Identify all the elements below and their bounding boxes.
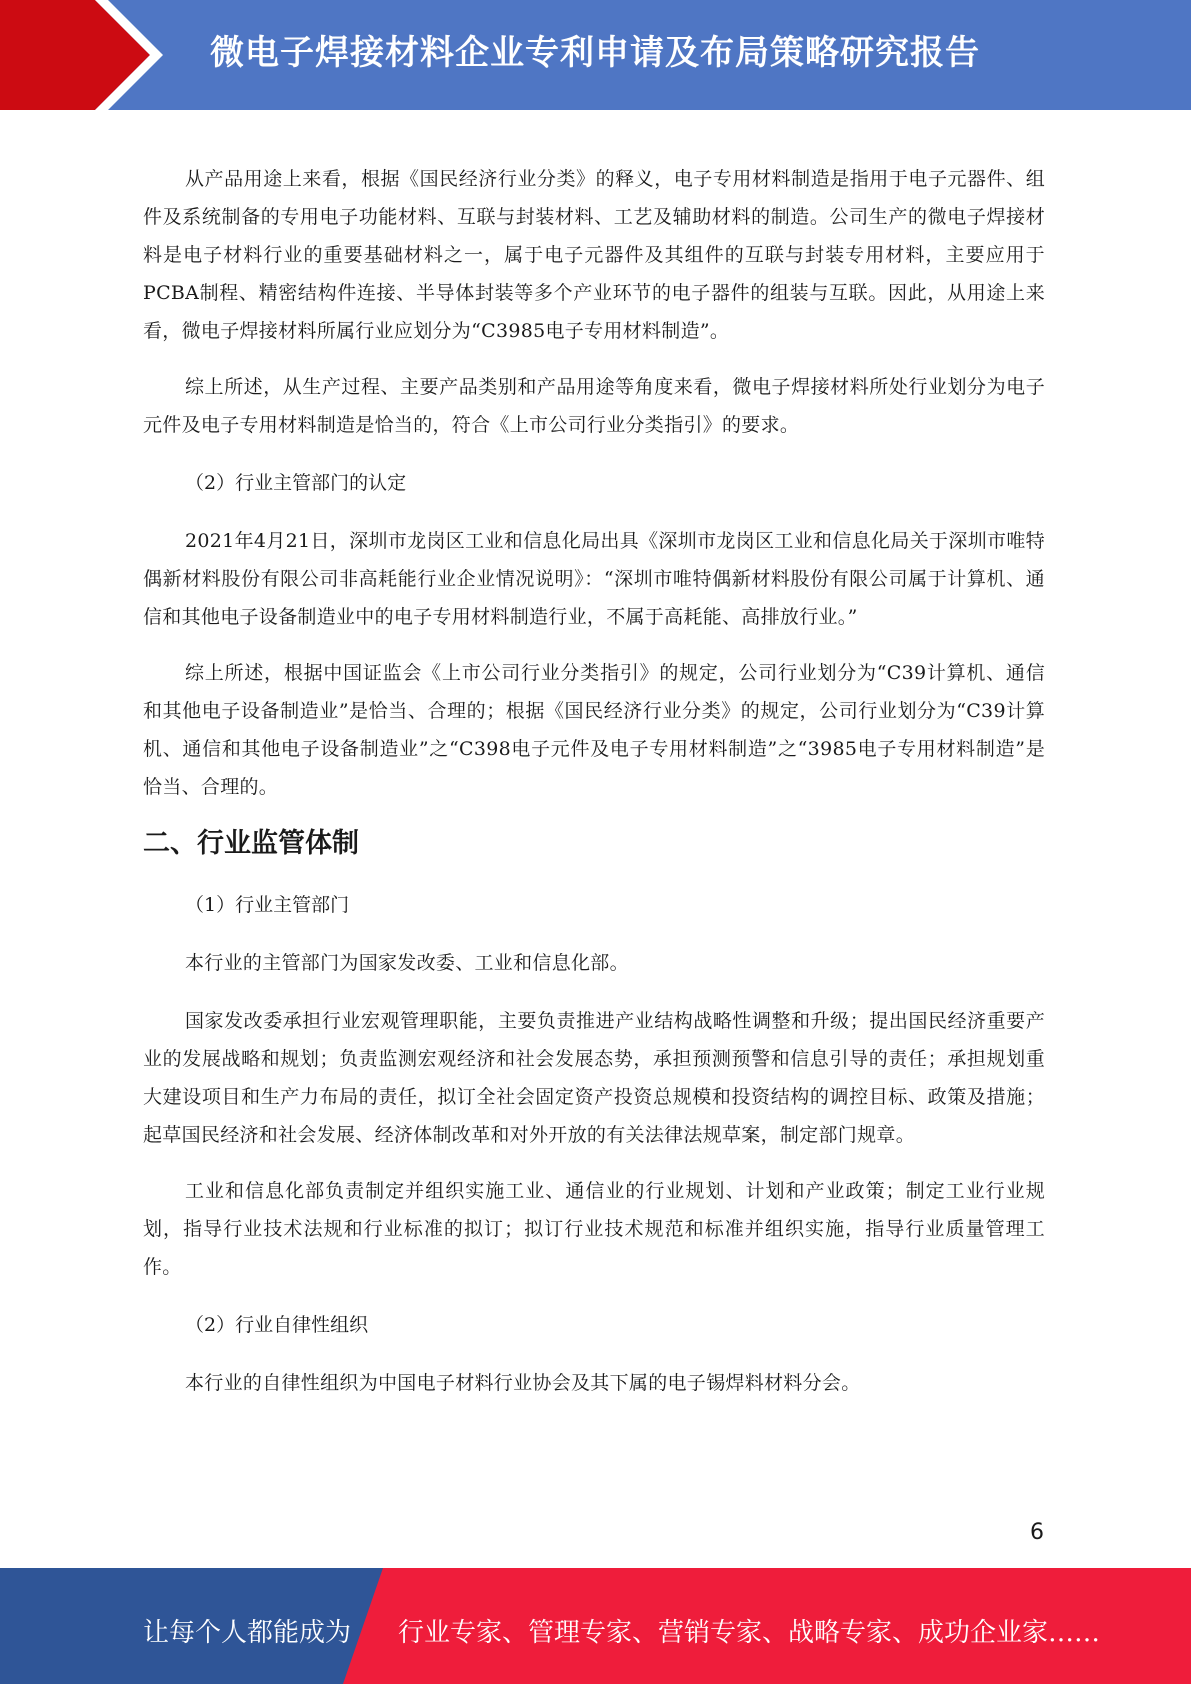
section-heading-regulation: 二、行业监管体制 — [143, 828, 359, 859]
paragraph-authority-statement: 2021年4月21日，深圳市龙岗区工业和信息化局出具《深圳市龙岗区工业和信息化局关于深圳市唯特偶新材料股份有限公司非高耗能行业企业情况说明》：“深圳市唯特偶新材料股份有限公司属于计算机、通信和其他电子设备制造业中的电子专用材料制造行业，不属于高耗能、高排放行业。” — [143, 530, 1045, 628]
page-footer — [0, 1568, 1191, 1684]
page-header — [0, 0, 1191, 110]
header-arrow-decoration — [0, 0, 200, 110]
footer-slogan-left: 让每个人都能成为 — [143, 1618, 352, 1648]
footer-slogan-right: 行业专家、管理专家、营销专家、战略专家、成功企业家…… — [398, 1618, 1101, 1648]
subheading-competent-department: （1）行业主管部门 — [185, 894, 350, 916]
paragraph-competent-department: 本行业的主管部门为国家发改委、工业和信息化部。 — [185, 952, 629, 974]
subheading-authority-recognition: （2）行业主管部门的认定 — [185, 472, 407, 494]
paragraph-self-regulatory-org: 本行业的自律性组织为中国电子材料行业协会及其下属的电子锡焊料材料分会。 — [185, 1372, 861, 1394]
document-body — [143, 160, 1045, 1402]
paragraph-product-usage: 从产品用途上来看，根据《国民经济行业分类》的释义，电子专用材料制造是指用于电子元器件、组件及系统制备的专用电子功能材料、互联与封装材料、工艺及辅助材料的制造。公司生产的微电子焊接材料是电子材料行业的重要基础材料之一，属于电子元器件及其组件的互联与封装专用材料，主要应用于PCBA制程、精密结构件连接、半导体封装等多个产业环节的电子器件的组装与互联。因此，从用途上来看，微电子焊接材料所属行业应划分为“C3985电子专用材料制造”。 — [143, 168, 1045, 342]
subheading-self-regulatory-org: （2）行业自律性组织 — [185, 1314, 369, 1336]
header-red-arrow — [0, 0, 150, 110]
paragraph-ndrc-duties: 国家发改委承担行业宏观管理职能，主要负责推进产业结构战略性调整和升级；提出国民经济重要产业的发展战略和规划；负责监测宏观经济和社会发展态势，承担预测预警和信息引导的责任；承担规划重大建设项目和生产力布局的责任，拟订全社会固定资产投资总规模和投资结构的调控目标、政策及措施；起草国民经济和社会发展、经济体制改革和对外开放的有关法律法规草案，制定部门规章。 — [143, 1010, 1045, 1146]
page-number: 6 — [1030, 1520, 1044, 1545]
paragraph-miit-duties: 工业和信息化部负责制定并组织实施工业、通信业的行业规划、计划和产业政策；制定工业行业规划，指导行业技术法规和行业标准的拟订；拟订行业技术规范和标准并组织实施，指导行业质量管理工作。 — [143, 1180, 1045, 1278]
paragraph-summary-1: 综上所述，从生产过程、主要产品类别和产品用途等角度来看，微电子焊接材料所处行业划分为电子元件及电子专用材料制造是恰当的，符合《上市公司行业分类指引》的要求。 — [143, 376, 1045, 436]
header-title: 微电子焊接材料企业专利申请及布局策略研究报告 — [210, 33, 980, 73]
paragraph-summary-2: 综上所述，根据中国证监会《上市公司行业分类指引》的规定，公司行业划分为“C39计算机、通信和其他电子设备制造业”是恰当、合理的；根据《国民经济行业分类》的规定，公司行业划分为“C39计算机、通信和其他电子设备制造业”之“C398电子元件及电子专用材料制造”之“3985电子专用材料制造”是恰当、合理的。 — [143, 662, 1045, 798]
